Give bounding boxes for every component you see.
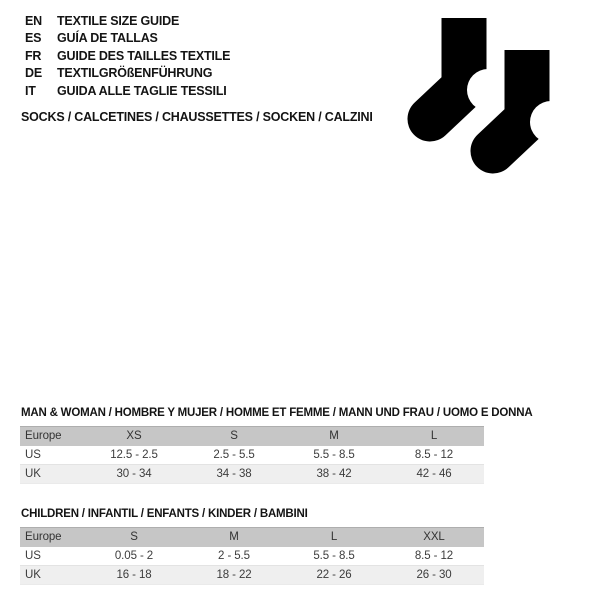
guide-title: GUIDA ALLE TAGLIE TESSILI [57,83,227,98]
table-cell: 26 - 30 [416,569,452,581]
language-row [25,65,230,83]
table-row [20,566,484,585]
table-cell: 2.5 - 5.5 [213,449,255,461]
table-header-cell: M [229,531,239,543]
table-header-cell: S [130,531,138,543]
table-header-cell: L [430,430,438,442]
row-label: US [25,550,41,562]
table-header-cell: XS [126,430,142,442]
guide-title: TEXTILE SIZE GUIDE [57,13,180,28]
table-header-cell: L [330,531,338,543]
socks-icon [404,12,556,184]
language-code: EN [25,13,42,28]
category-line: SOCKS / CALCETINES / CHAUSSETTES / SOCKEN / CALZINI [21,110,373,124]
language-code: FR [25,48,42,63]
language-row [25,12,230,30]
language-row [25,47,230,65]
table-header-row [20,527,484,547]
size-table-man-woman [20,426,484,484]
row-label: US [25,449,41,461]
table-header-cell: Europe [25,531,62,543]
table-cell: 8.5 - 12 [414,550,454,562]
language-list [25,12,230,100]
table-row [20,547,484,566]
table-cell: 22 - 26 [316,569,352,581]
row-label: UK [25,468,41,480]
table-cell: 18 - 22 [216,569,252,581]
table-cell: 0.05 - 2 [114,550,154,562]
table-header-row [20,426,484,446]
table-header-cell: Europe [25,430,62,442]
table-cell: 2 - 5.5 [218,550,250,562]
table-cell: 5.5 - 8.5 [313,550,355,562]
guide-title: GUÍA DE TALLAS [57,31,158,46]
table-title-children: CHILDREN / INFANTIL / ENFANTS / KINDER / BAMBINI [21,508,308,520]
table-cell: 30 - 34 [116,468,152,480]
language-row [25,82,230,100]
table-cell: 5.5 - 8.5 [313,449,355,461]
table-cell: 42 - 46 [416,468,452,480]
table-header-cell: XXL [423,531,445,543]
table-header-cell: S [230,430,238,442]
table-header-cell: M [329,430,339,442]
table-cell: 34 - 38 [216,468,252,480]
table-cell: 8.5 - 12 [414,449,454,461]
table-title-man-woman: MAN & WOMAN / HOMBRE Y MUJER / HOMME ET FEMME / MANN UND FRAU / UOMO E DONNA [21,407,533,419]
row-label: UK [25,569,41,581]
language-code: DE [25,66,42,81]
guide-title: TEXTILGRÖßENFÜHRUNG [57,66,213,81]
language-code: IT [25,83,36,98]
language-row [25,30,230,48]
language-code: ES [25,31,42,46]
table-row [20,465,484,484]
size-table-children [20,527,484,585]
table-cell: 16 - 18 [116,569,152,581]
table-row [20,446,484,465]
table-cell: 38 - 42 [316,468,352,480]
guide-title: GUIDE DES TAILLES TEXTILE [57,48,231,63]
table-cell: 12.5 - 2.5 [110,449,158,461]
